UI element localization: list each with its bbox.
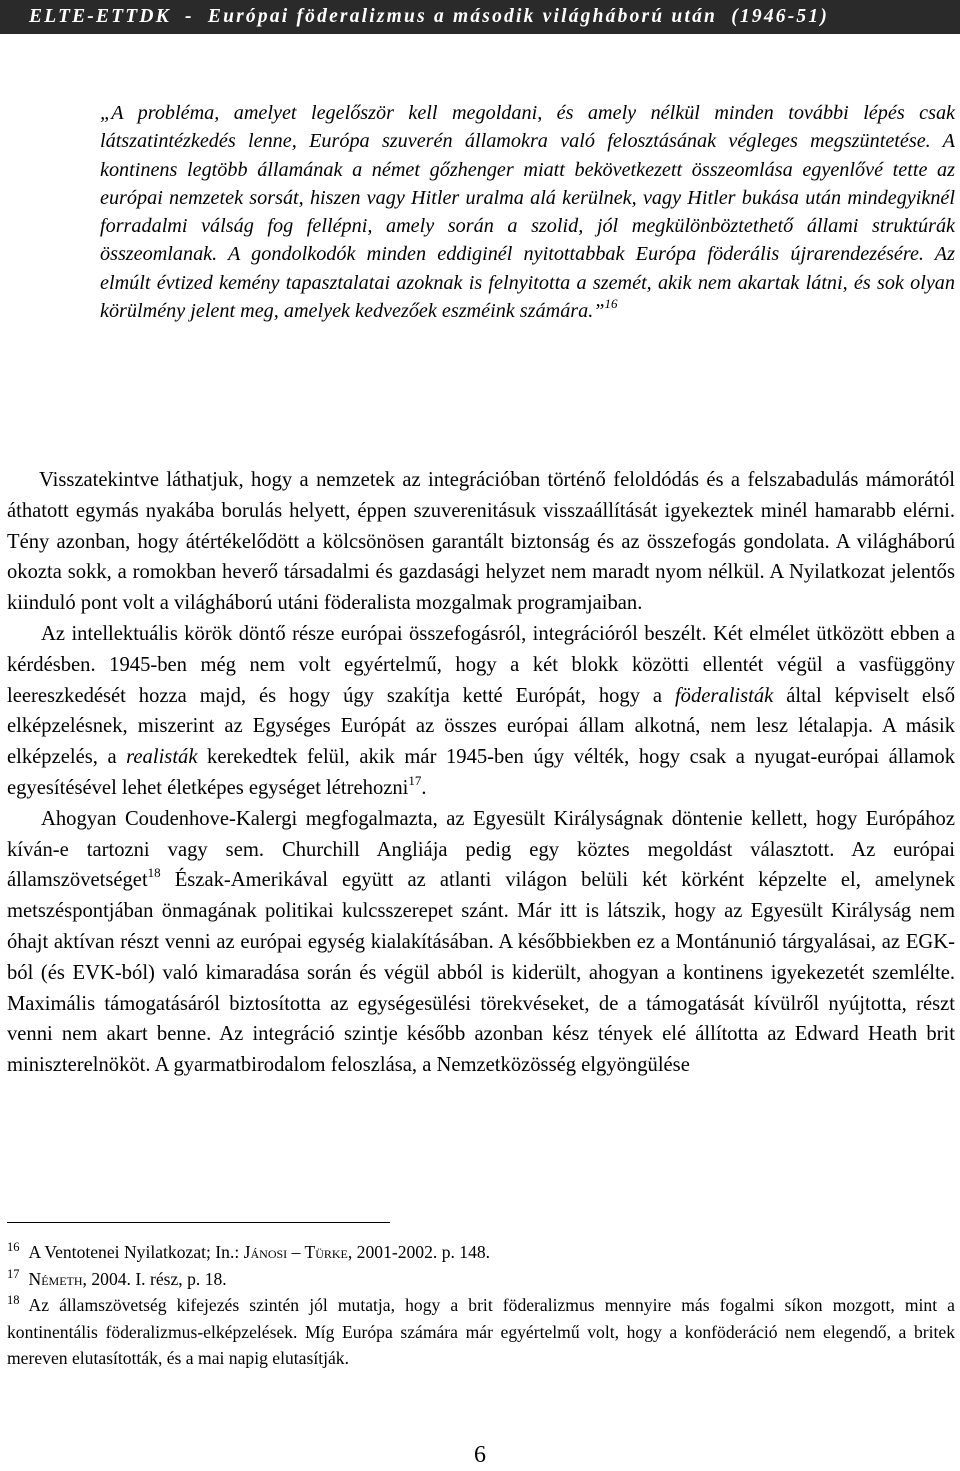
footnote-author: Németh: [28, 1268, 83, 1289]
paragraph-2-text: Az intellektuális körök döntő része európai összefogásról, integrációról beszélt. Két elmélet ütközött ebben a kérdésben. 1945-ben még nem volt egyértelmű, hogy a két blokk közötti ellentét végül a vasfüggöny leereszkedését hozza majd, és hogy úgy szakítja ketté Európát, hogy a: [7, 622, 955, 707]
paragraph-3: [7, 804, 955, 1081]
footnote-text: A Ventotenei Nyilatkozat; In.:: [28, 1242, 244, 1262]
footnotes: [7, 1239, 955, 1372]
quote-text: „A probléma, amelyet legelőször kell megoldani, és amely nélkül minden további lépés csak látszatintézkedés lenne, Európa szuverén államokra való felosztásának végleges megszüntetése. A kontinens legtöbb államának a német gőzhenger miatt bekövetkezett összeomlása egyenlővé tette az európai nemzetek sorsát, hiszen vagy Hitler uralma alá kerülnek, vagy Hitler bukása után mindegyiknél forradalmi válság fog fellépni, amely során a szolid, jól megkülönböztethető állami struktúrák összeomlanak. A gondolkodók minden eddiginél nyitottabbak Európa föderális újrarendezésére. Az elmúlt évtized kemény tapasztalatai azoknak is felnyitotta a szemét, akik nem akartak látni, és sok olyan körülmény jelent meg, amelyek kedvezőek eszméink számára.”: [100, 102, 955, 323]
footnote-text: , 2004. I. rész, p. 18.: [82, 1268, 227, 1289]
footnote-17: [7, 1266, 955, 1293]
running-header: [0, 0, 960, 34]
paragraph-2-text: kerekedtek felül, akik már 1945-ben úgy vélték, hogy csak a nyugat-európai államok egyesítésével lehet életképes egységet létrehozni: [7, 746, 955, 799]
header-title: ELTE-ETTDK - Európai föderalizmus a második világháború után (1946-51): [29, 6, 830, 27]
footnote-number: 18: [7, 1293, 20, 1307]
emphasis-realistak: realisták: [126, 746, 198, 769]
emphasis-foderalistak: föderalisták: [674, 684, 774, 707]
paragraph-1: Visszatekintve láthatjuk, hogy a nemzetek az integrációban történő feloldódás és a felszabadulás mámorától áthatott egymás nyakába borulás helyett, éppen szuverenitásuk visszaállítását igyekeztek minél hamarabb elérni. Tény azonban, hogy átértékelődött a kölcsönösen garantált biztonság és az összefogás gondolata. A világháború okozta sokk, a romokban heverő társadalmi és gazdasági helyzet nem maradt nyom nélkül. A Nyilatkozat jelentős kiinduló pont volt a világháború utáni föderalista mozgalmak programjaiban.: [7, 469, 955, 615]
paragraph-2-text: .: [421, 776, 427, 799]
block-quote: [100, 99, 955, 325]
footnote-author: Jánosi – Türke: [243, 1242, 348, 1262]
footnote-text: , 2001-2002. p. 148.: [347, 1242, 491, 1262]
footnote-ref-18[interactable]: 18: [147, 865, 161, 881]
quote-paragraph: [100, 99, 955, 325]
page-number: 6: [474, 1442, 486, 1468]
footnote-16: [7, 1239, 955, 1266]
footnote-number: 16: [7, 1240, 20, 1254]
paragraph-3-text: Ahogyan Coudenhove-Kalergi megfogalmazta, az Egyesült Királyságnak döntenie kellett, hogy Európához kíván-e tartozni vagy sem. Churchill Angliája pedig egy köztes megoldást választott. Az európai államszövetséget: [7, 807, 955, 892]
footnote-number: 17: [7, 1266, 20, 1281]
paragraph-2: [7, 619, 955, 804]
paragraph-3-text: Észak-Amerikával együtt az atlanti világon belüli két körként képzelte el, amelynek metszéspontjában önmagának politikai kulcsszerepet szánt. Már itt is látszik, hogy az Egyesült Királyság nem óhajt aktívan részt venni az európai egység kialakításában. A későbbiekben ez a Montánunió tárgyalásai, az EGK-ból (és EVK-ból) való kimaradása során és végül abból is kiderült, ahogyan a kontinens igyekezetét szemlélte. Maximális támogatásáról biztosította az egységesülési törekvéseket, de a támogatását kívülről nyújtotta, részt venni nem akart benne. Az integráció szintje később azonban kész tények elé állította az Edward Heath brit miniszterelnököt. A gyarmatbirodalom feloszlása, a Nemzetközösség elgyöngülése: [7, 869, 955, 1077]
footnote-separator: [7, 1222, 390, 1223]
main-text: [7, 465, 955, 1081]
footnote-18: [7, 1292, 955, 1372]
footnote-ref-16[interactable]: 16: [604, 296, 618, 312]
footnote-text: Az államszövetség kifejezés szintén jól mutatja, hogy a brit föderalizmus mennyire más fogalmi síkon mozgott, mint a kontinentális föderalizmus-elképzelések. Míg Európa számára már egyértelmű volt, hogy a konföderáció nem elegendő, a britek mereven elutasították, és a mai napig elutasítják.: [7, 1295, 955, 1368]
paragraph-2-text: által képviselt első elképzelésnek, miszerint az Egységes Európát az összes európai állam alkotná, nem lesz létalapja. A másik elképzelés, a: [7, 684, 955, 769]
footnote-ref-17[interactable]: 17: [408, 772, 422, 788]
